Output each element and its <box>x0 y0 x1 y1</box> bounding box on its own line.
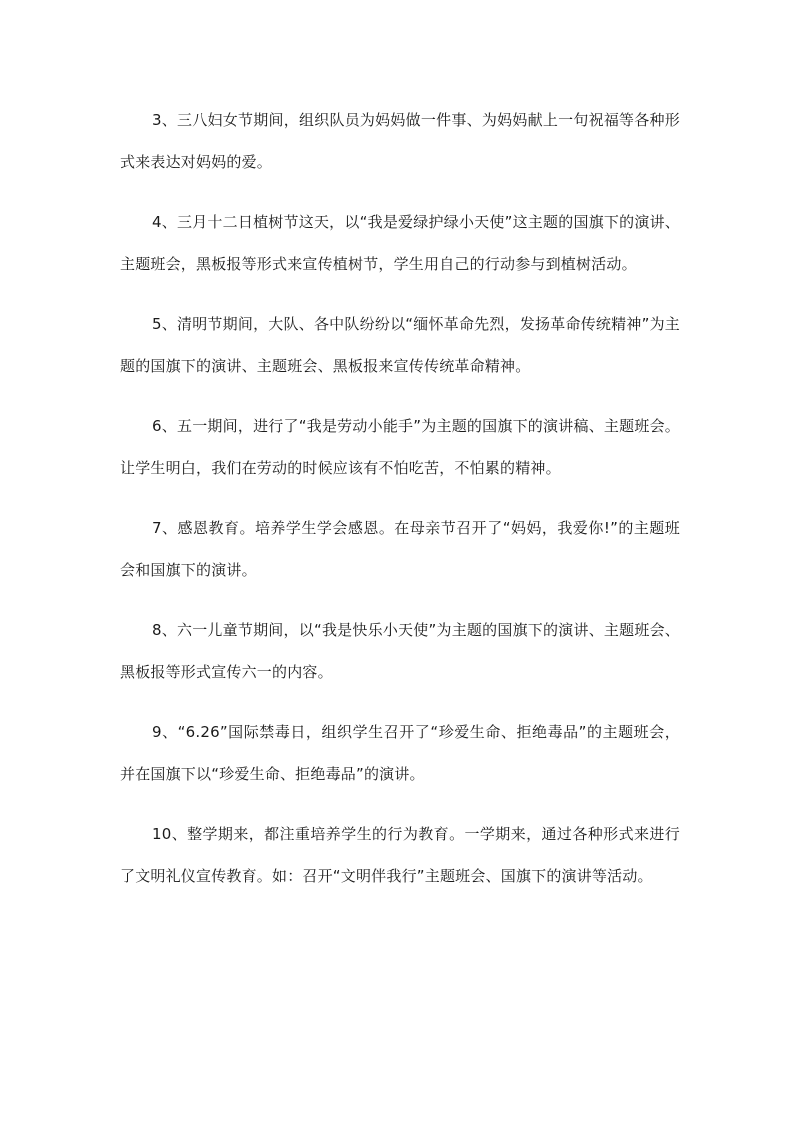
paragraph-item-7: 7、感恩教育。培养学生学会感恩。在母亲节召开了“妈妈，我爱你!”的主题班会和国旗下的演讲。 <box>120 519 680 579</box>
paragraph-item-5: 5、清明节期间，大队、各中队纷纷以“缅怀革命先烈，发扬革命传统精神”为主题的国旗下的演讲、主题班会、黑板报来宣传传统革命精神。 <box>120 315 680 375</box>
paragraph-item-3: 3、三八妇女节期间，组织队员为妈妈做一件事、为妈妈献上一句祝福等各种形式来表达对妈妈的爱。 <box>120 111 680 171</box>
document-body <box>120 99 680 897</box>
paragraph-item-4: 4、三月十二日植树节这天，以“我是爱绿护绿小天使”这主题的国旗下的演讲、主题班会，黑板报等形式来宣传植树节，学生用自己的行动参与到植树活动。 <box>120 213 680 273</box>
paragraph-item-8: 8、六一儿童节期间，以“我是快乐小天使”为主题的国旗下的演讲、主题班会、黑板报等形式宣传六一的内容。 <box>120 621 680 681</box>
paragraph-item-6: 6、五一期间，进行了“我是劳动小能手”为主题的国旗下的演讲稿、主题班会。让学生明白，我们在劳动的时候应该有不怕吃苦，不怕累的精神。 <box>120 417 680 477</box>
paragraph-item-10: 10、整学期来，都注重培养学生的行为教育。一学期来，通过各种形式来进行了文明礼仪宣传教育。如：召开“文明伴我行”主题班会、国旗下的演讲等活动。 <box>120 825 680 885</box>
paragraph-item-9: 9、“6.26”国际禁毒日，组织学生召开了“珍爱生命、拒绝毒品”的主题班会，并在国旗下以“珍爱生命、拒绝毒品”的演讲。 <box>120 723 680 783</box>
